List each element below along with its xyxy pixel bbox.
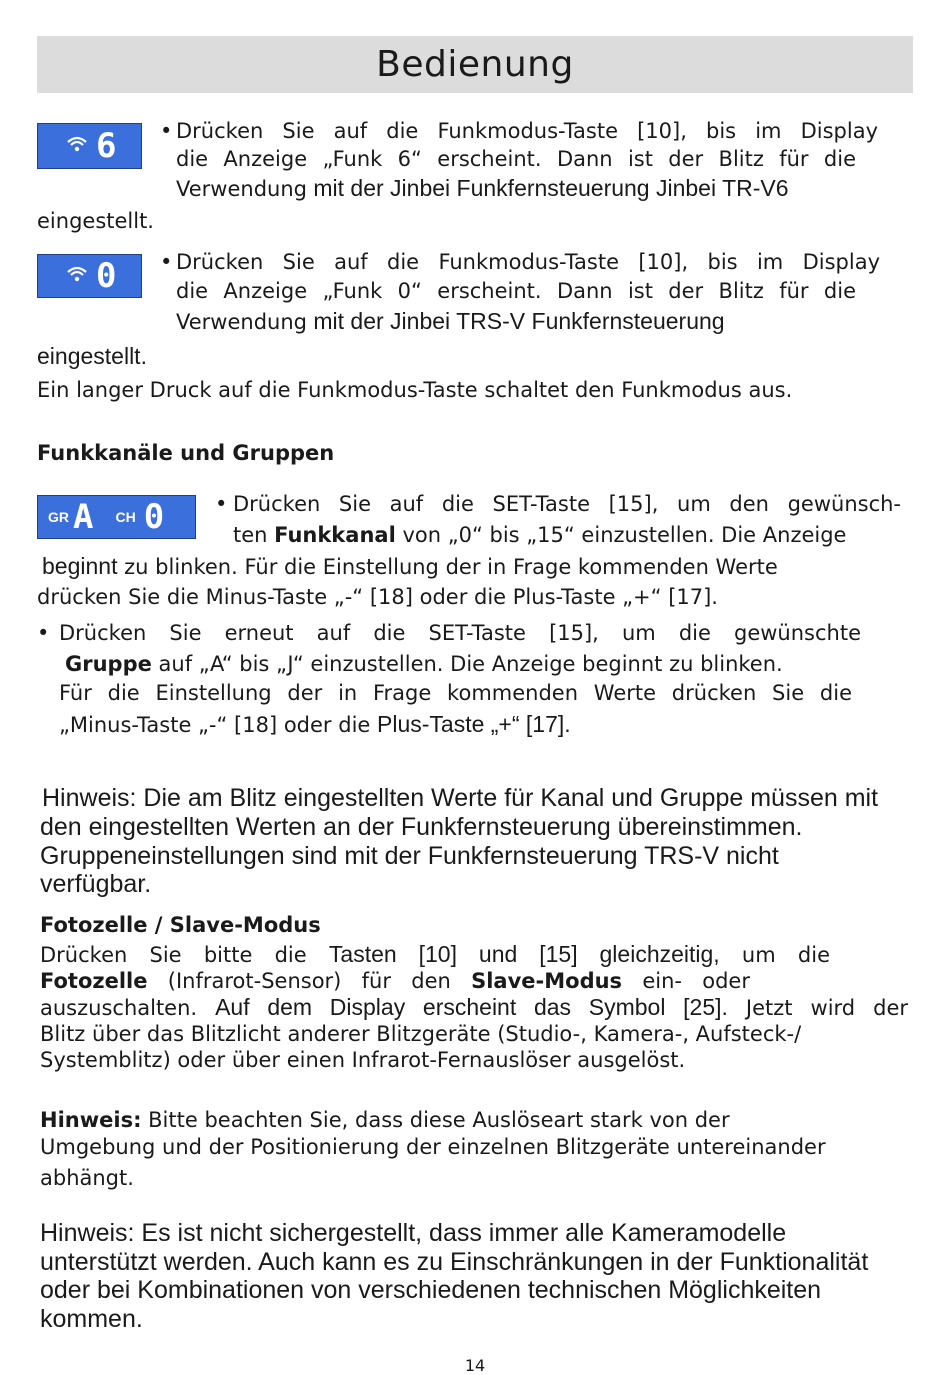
hint-line: oder bei Kombinationen von verschiedenen technischen Möglichkeiten bbox=[40, 1276, 822, 1304]
paragraph-line: die Anzeige „Funk 0“ erscheint. Dann ist der Blitz für die bbox=[176, 279, 856, 303]
paragraph-line: Verwendung mit der Jinbei Funkfernsteuerung Jinbei TR-V6 bbox=[176, 175, 789, 201]
paragraph-line: eingestellt. bbox=[37, 343, 147, 369]
page-title: Bedienung bbox=[376, 44, 574, 85]
paragraph-line: drücken Sie die Minus-Taste „-“ [18] oder die Plus-Taste „+“ [17]. bbox=[37, 585, 718, 609]
paragraph-line: beginnt zu blinken. Für die Einstellung der in Frage kommenden Werte bbox=[42, 553, 778, 579]
bullet: • bbox=[37, 621, 50, 645]
paragraph-line: auszuschalten. Auf dem Display erscheint das Symbol [25]. Jetzt wird der bbox=[40, 994, 909, 1020]
group-label: GR bbox=[48, 509, 69, 525]
page-number: 14 bbox=[464, 1356, 486, 1375]
paragraph-line: ten Funkkanal von „0“ bis „15“ einzustellen. Die Anzeige bbox=[233, 523, 847, 547]
hint-line: verfügbar. bbox=[40, 870, 152, 898]
hint-line: Hinweis: Die am Blitz eingestellten Werte für Kanal und Gruppe müssen mit bbox=[42, 784, 879, 812]
display-funk0-icon bbox=[37, 254, 142, 298]
paragraph-line: Verwendung mit der Jinbei TRS-V Funkfernsteuerung bbox=[176, 308, 725, 334]
bullet: • bbox=[160, 119, 173, 143]
paragraph-line: Gruppe auf „A“ bis „J“ einzustellen. Die Anzeige beginnt zu blinken. bbox=[65, 652, 783, 676]
display-group-channel-icon bbox=[37, 495, 196, 539]
paragraph-line: „Minus-Taste „-“ [18] oder die Plus-Taste „+“ [17]. bbox=[59, 711, 571, 737]
paragraph-line: Drücken Sie auf die SET-Taste [15], um den gewünsch- bbox=[233, 492, 901, 516]
wifi-icon bbox=[66, 134, 88, 158]
paragraph-line: eingestellt. bbox=[37, 209, 154, 233]
page-header bbox=[37, 36, 913, 93]
paragraph-line: Drücken Sie erneut auf die SET-Taste [15], um die gewünschte bbox=[59, 621, 861, 645]
bullet: • bbox=[215, 492, 228, 516]
hint-line: den eingestellten Werten an der Funkfernsteuerung übereinstimmen. bbox=[40, 813, 803, 841]
wifi-icon bbox=[66, 264, 88, 288]
paragraph-line: Drücken Sie auf die Funkmodus-Taste [10], bis im Display bbox=[176, 119, 878, 143]
hint-line: kommen. bbox=[40, 1305, 143, 1333]
hint-line: Hinweis: Es ist nicht sichergestellt, dass immer alle Kameramodelle bbox=[40, 1219, 787, 1247]
section-heading: Fotozelle / Slave-Modus bbox=[40, 913, 321, 937]
hint-line: Hinweis: Bitte beachten Sie, dass diese Auslöseart stark von der bbox=[40, 1108, 730, 1132]
paragraph-line: Für die Einstellung der in Frage kommenden Werte drücken Sie die bbox=[59, 681, 852, 705]
display-funk6-icon bbox=[37, 123, 142, 169]
group-value: A bbox=[73, 497, 94, 537]
hint-line: abhängt. bbox=[40, 1166, 134, 1190]
paragraph-line: Ein langer Druck auf die Funkmodus-Taste schaltet den Funkmodus aus. bbox=[37, 378, 793, 402]
paragraph-line: Drücken Sie bitte die Tasten [10] und [15] gleichzeitig, um die bbox=[40, 941, 830, 967]
channel-value: 0 bbox=[143, 497, 165, 537]
display-digit: 0 bbox=[96, 256, 117, 296]
section-heading: Funkkanäle und Gruppen bbox=[37, 441, 335, 465]
hint-line: unterstützt werden. Auch kann es zu Einschränkungen in der Funktionalität bbox=[40, 1248, 869, 1276]
paragraph-line: Systemblitz) oder über einen Infrarot-Fernauslöser ausgelöst. bbox=[40, 1048, 686, 1072]
channel-label: CH bbox=[115, 509, 136, 525]
paragraph-line: Fotozelle (Infrarot-Sensor) für den Slave-Modus ein- oder bbox=[40, 969, 750, 993]
hint-line: Gruppeneinstellungen sind mit der Funkfernsteuerung TRS-V nicht bbox=[40, 842, 779, 870]
hint-line: Umgebung und der Positionierung der einzelnen Blitzgeräte untereinander bbox=[40, 1135, 826, 1159]
display-digit: 6 bbox=[96, 126, 117, 166]
bullet: • bbox=[160, 250, 173, 274]
paragraph-line: Blitz über das Blitzlicht anderer Blitzgeräte (Studio-, Kamera-, Aufsteck-/ bbox=[40, 1022, 802, 1046]
paragraph-line: Drücken Sie auf die Funkmodus-Taste [10], bis im Display bbox=[176, 250, 880, 274]
paragraph-line: die Anzeige „Funk 6“ erscheint. Dann ist der Blitz für die bbox=[176, 147, 856, 171]
